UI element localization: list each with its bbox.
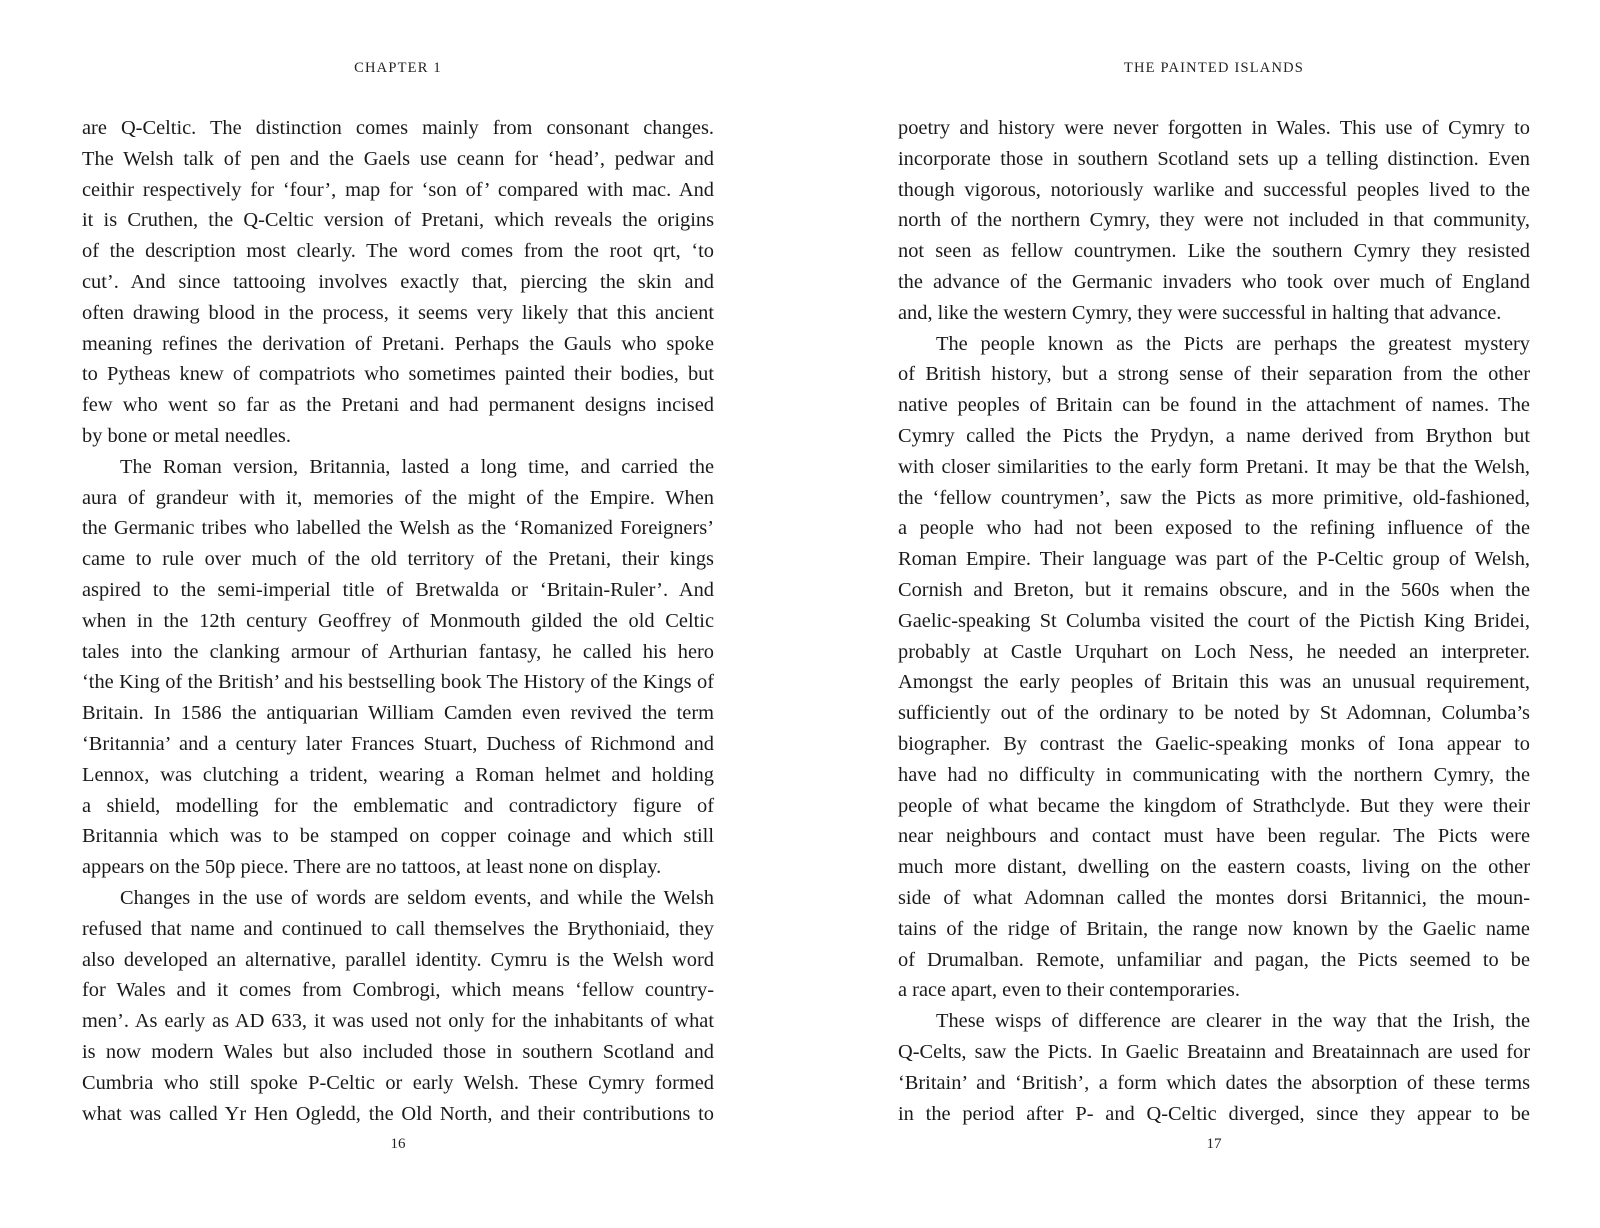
text-line: Cornish and Breton, but it remains obscure, and in the 560s when the — [898, 578, 1530, 601]
text-line: biographer. By contrast the Gaelic-speaking monks of Iona appear to — [898, 732, 1530, 755]
text-line: also developed an alternative, parallel identity. Cymru is the Welsh word — [82, 948, 714, 971]
running-head-right: THE PAINTED ISLANDS — [1123, 60, 1305, 76]
text-line: The Welsh talk of pen and the Gaels use ceann for ‘head’, pedwar and — [82, 147, 714, 170]
text-line: tains of the ridge of Britain, the range now known by the Gaelic name — [898, 917, 1530, 940]
text-line: Gaelic-speaking St Columba visited the court of the Pictish King Bridei, — [898, 609, 1530, 632]
text-line: Roman Empire. Their language was part of the P-Celtic group of Welsh, — [898, 548, 1530, 571]
text-line: native peoples of Britain can be found in the attachment of names. The — [898, 394, 1530, 417]
text-line: by bone or metal needles. — [82, 424, 291, 447]
text-line: cut’. And since tattooing involves exactly that, piercing the skin and — [82, 270, 714, 293]
text-line: aspired to the semi-imperial title of Bretwalda or ‘Britain-Ruler’. And — [82, 578, 714, 601]
text-line: appears on the 50p piece. There are no tattoos, at least none on display. — [82, 856, 662, 879]
text-line: the advance of the Germanic invaders who took over much of England — [898, 270, 1530, 293]
text-line: north of the northern Cymry, they were not included in that community, — [898, 209, 1530, 232]
text-line: of the description most clearly. The word comes from the root qrt, ‘to — [82, 240, 714, 263]
text-line: The people known as the Picts are perhaps the greatest mystery — [936, 332, 1530, 355]
text-line: for Wales and it comes from Combrogi, which means ‘fellow country- — [82, 979, 714, 1002]
text-line: it is Cruthen, the Q-Celtic version of Pretani, which reveals the origins — [82, 209, 714, 232]
text-line: refused that name and continued to call themselves the Brythoniaid, they — [82, 917, 714, 940]
text-line: have had no difficulty in communicating with the northern Cymry, the — [898, 763, 1530, 786]
text-line: much more distant, dwelling on the eastern coasts, living on the other — [898, 856, 1530, 879]
text-line: a people who had not been exposed to the refining influence of the — [898, 517, 1530, 540]
text-line: Amongst the early peoples of Britain this was an unusual requirement, — [898, 671, 1530, 694]
text-line: ‘Britannia’ and a century later Frances Stuart, Duchess of Richmond and — [82, 732, 714, 755]
text-line: Britannia which was to be stamped on copper coinage and which still — [82, 825, 714, 848]
running-head-left: CHAPTER 1 — [354, 60, 442, 76]
text-line: incorporate those in southern Scotland sets up a telling distinction. Even — [898, 147, 1530, 170]
text-line: the Germanic tribes who labelled the Welsh as the ‘Romanized Foreigners’ — [82, 517, 714, 540]
text-line: These wisps of difference are clearer in the way that the Irish, the — [936, 1010, 1530, 1033]
text-line: Cymry called the Picts the Prydyn, a name derived from Brython but — [898, 424, 1530, 447]
text-line: to Pytheas knew of compatriots who sometimes painted their bodies, but — [82, 363, 714, 386]
text-line: a shield, modelling for the emblematic and contradictory figure of — [82, 794, 714, 817]
text-line: Changes in the use of words are seldom events, and while the Welsh — [120, 886, 714, 909]
text-line: probably at Castle Urquhart on Loch Ness, he needed an interpreter. — [898, 640, 1530, 663]
text-line: sufficiently out of the ordinary to be noted by St Adomnan, Columba’s — [898, 702, 1530, 725]
text-line: often drawing blood in the process, it seems very likely that this ancient — [82, 301, 714, 324]
text-line: side of what Adomnan called the montes dorsi Britannici, the moun- — [898, 886, 1530, 909]
text-line: men’. As early as AD 633, it was used not only for the inhabitants of what — [82, 1010, 714, 1033]
text-line: ‘Britain’ and ‘British’, a form which dates the absorption of these terms — [898, 1071, 1530, 1094]
text-line: and, like the western Cymry, they were successful in halting that advance. — [898, 301, 1502, 324]
text-line: Britain. In 1586 the antiquarian William Camden even revived the term — [82, 702, 714, 725]
text-line: of Drumalban. Remote, unfamiliar and pagan, the Picts seemed to be — [898, 948, 1530, 971]
left-page — [82, 0, 714, 1228]
text-line: ‘the King of the British’ and his bestselling book The History of the Kings of — [82, 671, 714, 694]
text-line: are Q-Celtic. The distinction comes mainly from consonant changes. — [82, 117, 714, 139]
right-page — [898, 0, 1530, 1228]
text-line: the ‘fellow countrymen’, saw the Picts as more primitive, old-fashioned, — [898, 486, 1530, 509]
text-line: meaning refines the derivation of Pretani. Perhaps the Gauls who spoke — [82, 332, 714, 355]
text-line: when in the 12th century Geoffrey of Monmouth gilded the old Celtic — [82, 609, 714, 632]
text-line: what was called Yr Hen Ogledd, the Old North, and their contributions to — [82, 1102, 714, 1125]
page-number-left: 16 — [390, 1136, 406, 1152]
text-line: near neighbours and contact must have been regular. The Picts were — [898, 825, 1530, 848]
text-line: ceithir respectively for ‘four’, map for ‘son of’ compared with mac. And — [82, 178, 714, 201]
body-text-left — [82, 113, 714, 1129]
body-text-right — [898, 113, 1530, 1129]
text-line: Lennox, was clutching a trident, wearing a Roman helmet and holding — [82, 763, 714, 786]
text-line: tales into the clanking armour of Arthurian fantasy, he called his hero — [82, 640, 714, 663]
text-line: is now modern Wales but also included those in southern Scotland and — [82, 1040, 714, 1063]
text-line: in the period after P- and Q-Celtic diverged, since they appear to be — [898, 1102, 1530, 1125]
text-line: though vigorous, notoriously warlike and successful peoples lived to the — [898, 178, 1530, 201]
text-line: came to rule over much of the old territory of the Pretani, their kings — [82, 548, 714, 571]
text-line: not seen as fellow countrymen. Like the southern Cymry they resisted — [898, 240, 1530, 263]
text-line: The Roman version, Britannia, lasted a long time, and carried the — [120, 455, 714, 478]
text-line: Cumbria who still spoke P-Celtic or early Welsh. These Cymry formed — [82, 1071, 714, 1094]
text-line: with closer similarities to the early form Pretani. It may be that the Welsh, — [898, 455, 1530, 478]
text-line: a race apart, even to their contemporaries. — [898, 979, 1240, 1002]
text-line: Q-Celts, saw the Picts. In Gaelic Breatainn and Breatainnach are used for — [898, 1040, 1530, 1063]
page-number-right: 17 — [1206, 1136, 1222, 1152]
text-line: aura of grandeur with it, memories of the might of the Empire. When — [82, 486, 714, 509]
text-line: few who went so far as the Pretani and had permanent designs incised — [82, 394, 714, 417]
text-line: poetry and history were never forgotten in Wales. This use of Cymry to — [898, 117, 1530, 139]
text-line: people of what became the kingdom of Strathclyde. But they were their — [898, 794, 1530, 817]
text-line: of British history, but a strong sense of their separation from the other — [898, 363, 1530, 386]
